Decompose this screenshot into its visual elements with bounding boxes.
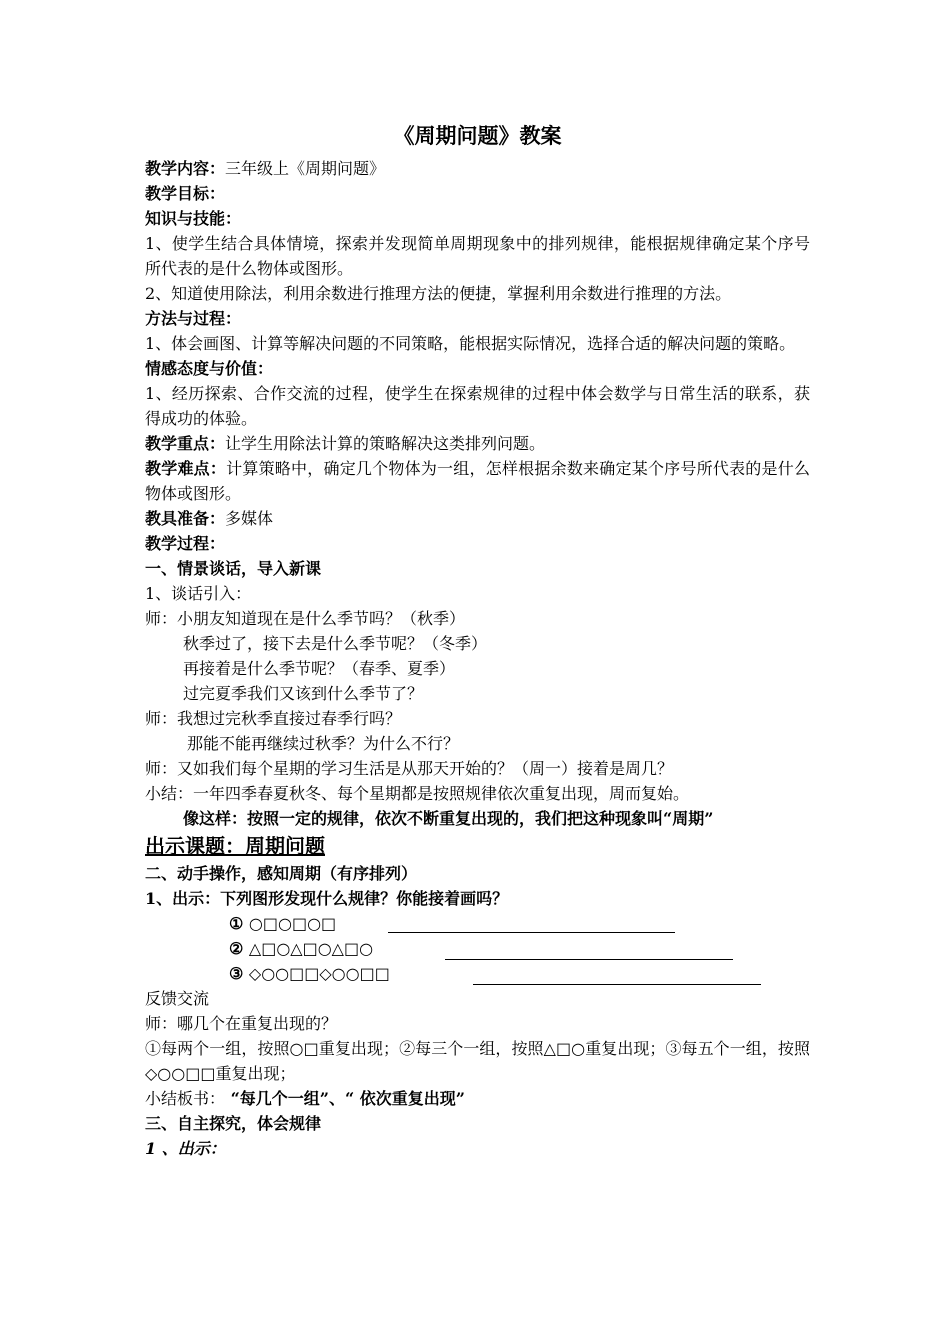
content-value: 三年级上《周期问题》 xyxy=(225,159,386,178)
pattern-3: ③ ◇○○□□◇○○□□ xyxy=(229,964,390,983)
board-summary-value: “每几个一组”、“ 依次重复出现” xyxy=(225,1089,465,1108)
board-summary-label: 小结板书： xyxy=(145,1089,226,1108)
summary-line: 小结：一年四季春夏秋冬、每个星期都是按照规律依次重复出现，周而复始。 xyxy=(145,784,690,803)
key-point-label: 教学重点： xyxy=(145,434,226,453)
pattern-answer: ①每两个一组，按照○□重复出现；②每三个一组，按照△□○重复出现；③每五个一组，按照◇○○□□重复出现； xyxy=(145,1039,810,1083)
tools-value: 多媒体 xyxy=(225,509,274,528)
feedback-label: 反馈交流 xyxy=(145,989,210,1008)
pattern-row-3 xyxy=(145,961,810,986)
feedback-row xyxy=(145,986,810,1011)
teacher-question: 师：哪几个在重复出现的？ xyxy=(145,1014,338,1033)
dialogue-line-6: 那能不能再继续过秋季？为什么不行？ xyxy=(187,734,460,753)
tools-row xyxy=(145,506,810,531)
dialogue-line-4: 过完夏季我们又该到什么季节了？ xyxy=(183,684,424,703)
pattern-2: ② △□○△□○△□○ xyxy=(229,939,374,958)
dialogue-line-1: 师：小朋友知道现在是什么季节吗？（秋季） xyxy=(145,609,466,628)
method-item-1: 1、体会画图、计算等解决问题的不同策略，能根据实际情况，选择合适的解决问题的策略。 xyxy=(145,334,796,353)
board-summary-row xyxy=(145,1086,810,1111)
section2-heading: 二、动手操作，感知周期（有序排列） xyxy=(145,864,418,883)
dialogue-line-7: 师：又如我们每个星期的学习生活是从那天开始的？（周一）接着是周几？ xyxy=(145,759,674,778)
goal-label: 教学目标： xyxy=(145,184,226,203)
knowledge-label: 知识与技能： xyxy=(145,209,242,228)
answer-blank-2[interactable] xyxy=(445,959,733,960)
content-label: 教学内容： xyxy=(145,159,226,178)
key-point-row xyxy=(145,431,810,456)
key-point-value: 让学生用除法计算的策略解决这类排列问题。 xyxy=(225,434,546,453)
dialogue-line-3: 再接着是什么季节呢？（春季、夏季） xyxy=(183,659,456,678)
section3-show: 1 、出示： xyxy=(145,1139,226,1158)
knowledge-item-1: 1、使学生结合具体情境，探索并发现简单周期现象中的排列规律，能根据规律确定某个序号所代表的是什么物体或图形。 xyxy=(145,234,810,278)
pattern-1: ① ○□○□○□ xyxy=(229,914,337,933)
section1-heading: 一、情景谈话，导入新课 xyxy=(145,559,322,578)
page-title: 《周期问题》教案 xyxy=(393,123,562,148)
section1-intro: 1、谈话引入： xyxy=(145,584,252,603)
section2-question: 1、出示：下列图形发现什么规律？你能接着画吗？ xyxy=(145,889,509,908)
method-label: 方法与过程： xyxy=(145,309,242,328)
process-label: 教学过程： xyxy=(145,534,226,553)
topic-heading: 出示课题：周期问题 xyxy=(145,834,325,858)
difficulty-row xyxy=(145,456,810,506)
emotion-label: 情感态度与价值： xyxy=(145,359,274,378)
tools-label: 教具准备： xyxy=(145,509,226,528)
emotion-item-1: 1、经历探索、合作交流的过程，使学生在探索规律的过程中体会数学与日常生活的联系，获得成功的体验。 xyxy=(145,384,810,428)
content-row xyxy=(145,156,810,181)
pattern-row-2 xyxy=(145,936,810,961)
dialogue-line-5: 师：我想过完秋季直接过春季行吗？ xyxy=(145,709,402,728)
answer-blank-1[interactable] xyxy=(388,932,675,933)
section3-heading: 三、自主探究，体会规律 xyxy=(145,1114,322,1133)
document-page xyxy=(145,122,810,1161)
definition-line: 像这样：按照一定的规律，依次不断重复出现的，我们把这种现象叫“周期” xyxy=(183,809,714,828)
pattern-row-1 xyxy=(145,911,810,936)
dialogue-line-2: 秋季过了，接下去是什么季节呢？（冬季） xyxy=(183,634,488,653)
answer-blank-3[interactable] xyxy=(473,984,761,985)
difficulty-label: 教学难点： xyxy=(145,459,227,478)
difficulty-value: 计算策略中，确定几个物体为一组，怎样根据余数来确定某个序号所代表的是什么物体或图形。 xyxy=(145,459,810,503)
knowledge-item-2: 2、知道使用除法，利用余数进行推理方法的便捷，掌握利用余数进行推理的方法。 xyxy=(145,284,732,303)
